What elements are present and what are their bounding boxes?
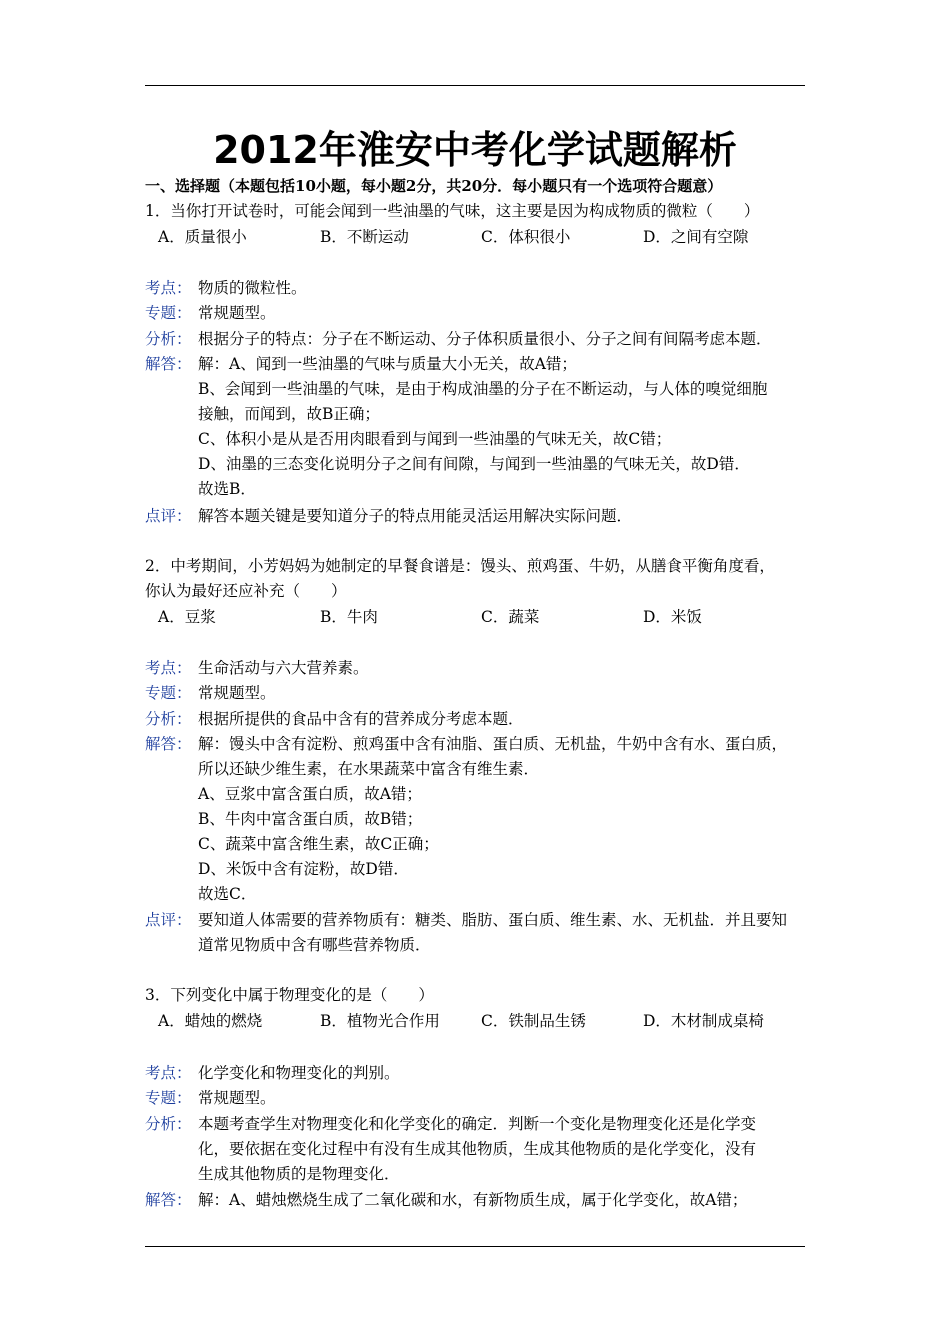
label-kaodian: 考点： (145, 279, 192, 297)
header-rule (145, 85, 805, 86)
q1-jieda-line: 解：A、闻到一些油墨的气味与质量大小无关，故A错； (198, 355, 577, 373)
option-a: A．蜡烛的燃烧 (158, 1012, 263, 1030)
q2-dianping-line: 要知道人体需要的营养物质有：糖类、脂肪、蛋白质、维生素、水、无机盐．并且要知 (198, 911, 788, 929)
label-dianping: 点评： (145, 507, 192, 525)
q1-jieda-line: 接触，而闻到，故B正确； (198, 405, 380, 423)
option-b: B．不断运动 (320, 228, 409, 246)
q2-jieda-line: C、蔬菜中富含维生素，故C正确； (198, 835, 439, 853)
q2-zhuanti: 常规题型。 (198, 684, 276, 702)
q2-jieda-line: A、豆浆中富含蛋白质，故A错； (198, 785, 422, 803)
label-kaodian: 考点： (145, 659, 192, 677)
q1-jieda-line: C、体积小是从是否用肉眼看到与闻到一些油墨的气味无关，故C错； (198, 430, 672, 448)
label-zhuanti: 专题： (145, 684, 192, 702)
q1-jieda-line: 故选B． (198, 480, 256, 498)
question-3-stem: 3．下列变化中属于物理变化的是（ ） (145, 986, 434, 1004)
label-kaodian: 考点： (145, 1064, 192, 1082)
q2-dianping-line: 道常见物质中含有哪些营养物质． (198, 936, 431, 954)
option-a: A．豆浆 (158, 608, 216, 626)
label-jieda: 解答： (145, 1191, 192, 1209)
option-d: D．之间有空隙 (643, 228, 749, 246)
option-c: C．蔬菜 (481, 608, 540, 626)
footer-rule (145, 1246, 805, 1247)
option-b: B．植物光合作用 (320, 1012, 440, 1030)
q1-zhuanti: 常规题型。 (198, 304, 276, 322)
q3-zhuanti: 常规题型。 (198, 1089, 276, 1107)
q2-jieda-line: 解：馒头中含有淀粉、煎鸡蛋中含有油脂、蛋白质、无机盐，牛奶中含有水、蛋白质， (198, 735, 788, 753)
q1-kaodian: 物质的微粒性。 (198, 279, 307, 297)
q2-kaodian: 生命活动与六大营养素。 (198, 659, 369, 677)
q3-fenxi-line: 生成其他物质的是物理变化． (198, 1165, 400, 1183)
q1-jieda-line: B、会闻到一些油墨的气味，是由于构成油墨的分子在不断运动，与人体的嗅觉细胞 (198, 380, 768, 398)
q2-jieda-line: B、牛肉中富含蛋白质，故B错； (198, 810, 423, 828)
q1-fenxi: 根据分子的特点：分子在不断运动、分子体积质量很小、分子之间有间隔考虑本题． (198, 330, 772, 348)
question-2-stem: 2．中考期间，小芳妈妈为她制定的早餐食谱是：馒头、煎鸡蛋、牛奶，从膳食平衡角度看， (145, 557, 775, 575)
label-fenxi: 分析： (145, 1115, 192, 1133)
label-zhuanti: 专题： (145, 304, 192, 322)
option-c: C．体积很小 (481, 228, 571, 246)
q2-jieda-line: 所以还缺少维生素，在水果蔬菜中富含有维生素． (198, 760, 540, 778)
question-1-stem: 1．当你打开试卷时，可能会闻到一些油墨的气味，这主要是因为构成物质的微粒（ ） (145, 202, 760, 220)
option-b: B．牛肉 (320, 608, 378, 626)
label-fenxi: 分析： (145, 330, 192, 348)
q3-fenxi-line: 本题考查学生对物理变化和化学变化的确定．判断一个变化是物理变化还是化学变 (198, 1115, 757, 1133)
question-2-stem: 你认为最好还应补充（ ） (145, 582, 347, 600)
q2-jieda-line: D、米饭中含有淀粉，故D错． (198, 860, 409, 878)
option-d: D．木材制成桌椅 (643, 1012, 764, 1030)
option-c: C．铁制品生锈 (481, 1012, 586, 1030)
label-zhuanti: 专题： (145, 1089, 192, 1107)
label-jieda: 解答： (145, 735, 192, 753)
option-d: D．米饭 (643, 608, 702, 626)
q3-fenxi-line: 化，要依据在变化过程中有没有生成其他物质，生成其他物质的是化学变化，没有 (198, 1140, 757, 1158)
q2-jieda-line: 故选C． (198, 885, 257, 903)
q1-jieda-line: D、油墨的三态变化说明分子之间有间隙，与闻到一些油墨的气味无关，故D错． (198, 455, 750, 473)
label-jieda: 解答： (145, 355, 192, 373)
label-fenxi: 分析： (145, 710, 192, 728)
q2-fenxi: 根据所提供的食品中含有的营养成分考虑本题． (198, 710, 524, 728)
q3-kaodian: 化学变化和物理变化的判别。 (198, 1064, 400, 1082)
label-dianping: 点评： (145, 911, 192, 929)
page-title: 2012年淮安中考化学试题解析 (213, 128, 737, 172)
section-heading: 一、选择题（本题包括10小题，每小题2分，共20分．每小题只有一个选项符合题意） (145, 177, 723, 195)
q1-dianping: 解答本题关键是要知道分子的特点用能灵活运用解决实际问题． (198, 507, 633, 525)
option-a: A．质量很小 (158, 228, 247, 246)
q3-jieda: 解：A、蜡烛燃烧生成了二氧化碳和水，有新物质生成，属于化学变化，故A错； (198, 1191, 748, 1209)
